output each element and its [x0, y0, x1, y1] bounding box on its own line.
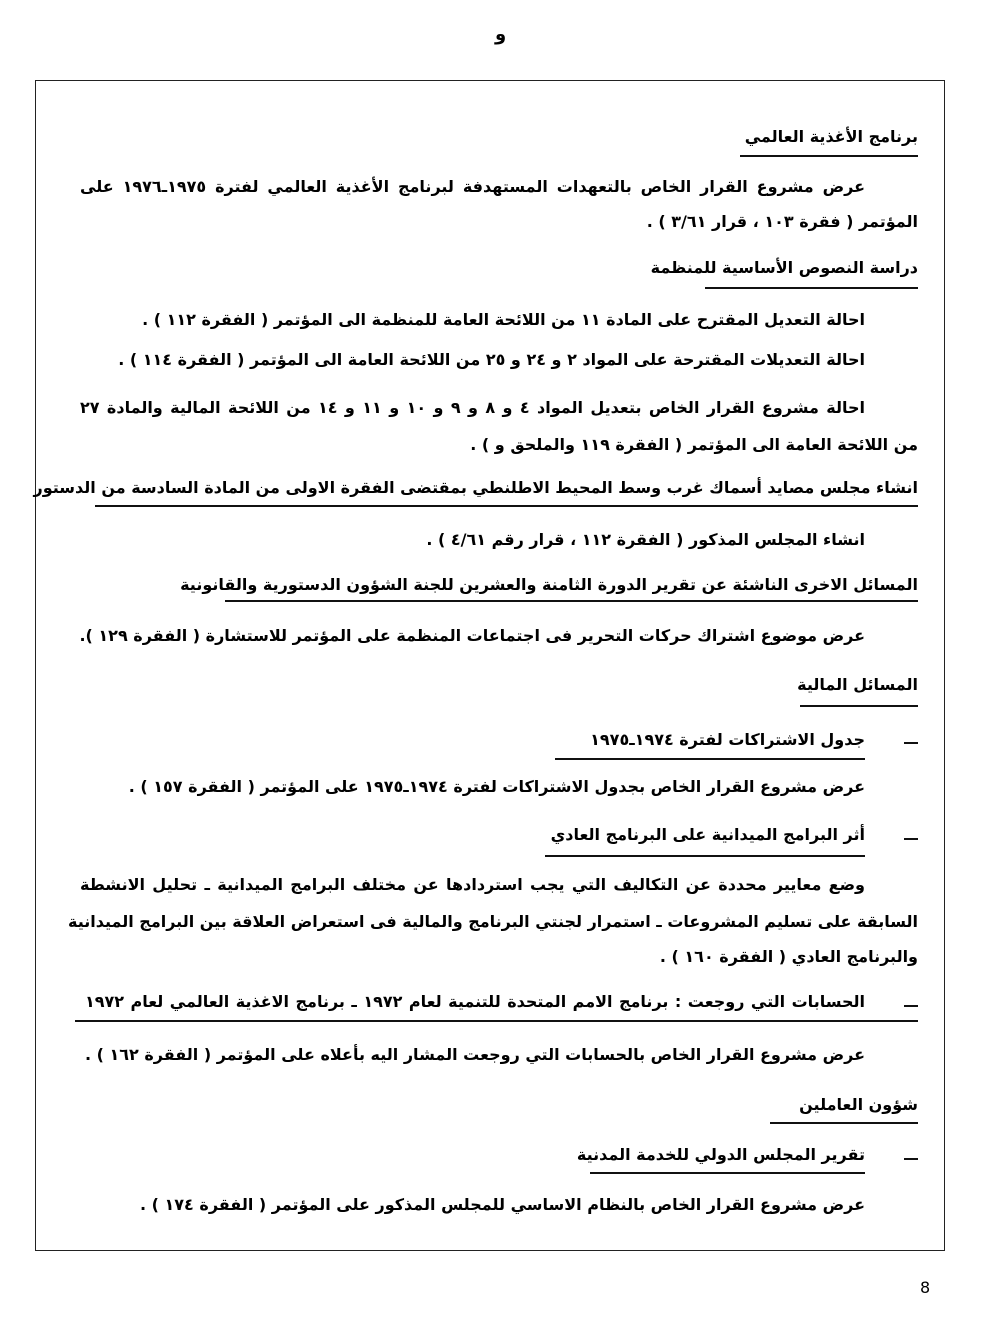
- heading-underline: [740, 155, 918, 157]
- heading-underline: [705, 287, 918, 289]
- paragraph-line: احالة التعديلات المقترحة على المواد ٢ و ٢٤ و ٢٥ من اللائحة العامة الى المؤتمر ( الفقرة ١١٤ ) .: [118, 350, 865, 369]
- paragraph-line: وضع معايير محددة عن التكاليف التي يجب استردادها عن مختلف البرامج الميدانية ـ تحليل الانشطة: [80, 875, 865, 894]
- heading-underline: [800, 705, 918, 707]
- paragraph-line: والبرنامج العادي ( الفقرة ١٦٠ ) .: [659, 947, 918, 966]
- dash-bullet: [904, 742, 918, 744]
- dash-bullet: [904, 1158, 918, 1160]
- subsection-heading: تقرير المجلس الدولي للخدمة المدنية: [576, 1145, 865, 1164]
- heading-underline: [95, 505, 918, 507]
- paragraph-line: عرض مشروع القرار الخاص بالنظام الاساسي للمجلس المذكور على المؤتمر ( الفقرة ١٧٤ ) .: [139, 1195, 865, 1214]
- heading-underline: [225, 600, 918, 602]
- section-heading: انشاء مجلس مصايد أسماك غرب وسط المحيط الاطلنطي بمقتضى الفقرة الاولى من المادة السادسة من الدستور: [33, 478, 918, 497]
- paragraph-line: عرض موضوع اشتراك حركات التحرير فى اجتماعات المنظمة على المؤتمر للاستشارة ( الفقرة ١٢٩ ).: [79, 626, 865, 645]
- paragraph-line: السابقة على تسليم المشروعات ـ استمرار لجنتي البرنامج والمالية فى استعراض العلاقة بين البرامج الميدانية: [68, 912, 918, 931]
- section-heading: المسائل المالية: [797, 675, 918, 694]
- section-heading: المسائل الاخرى الناشئة عن تقرير الدورة الثامنة والعشرين للجنة الشؤون الدستورية والقانونية: [180, 575, 918, 594]
- page-number: 8: [920, 1278, 931, 1297]
- page-marker-top: و: [495, 24, 507, 45]
- heading-underline: [590, 1172, 865, 1174]
- dash-bullet: [904, 1005, 918, 1007]
- paragraph-line: عرض مشروع القرار الخاص بجدول الاشتراكات لفترة ١٩٧٤ـ١٩٧٥ على المؤتمر ( الفقرة ١٥٧ ) .: [128, 777, 865, 796]
- heading-underline: [545, 855, 865, 857]
- paragraph-line: عرض مشروع القرار الخاص بالحسابات التي روجعت المشار اليه بأعلاه على المؤتمر ( الفقرة ١٦٢ ) .: [84, 1045, 865, 1064]
- subsection-heading: أثر البرامج الميدانية على البرنامج العادي: [550, 825, 865, 844]
- paragraph-line: انشاء المجلس المذكور ( الفقرة ١١٢ ، قرار رقم ٤/٦١ ) .: [426, 530, 865, 549]
- dash-bullet: [904, 838, 918, 840]
- paragraph-line: احالة مشروع القرار الخاص بتعديل المواد ٤ و ٨ و ٩ و ١٠ و ١١ و ١٤ من اللائحة المالية والمادة ٢٧: [80, 398, 866, 417]
- subsection-heading: الحسابات التي روجعت : برنامج الامم المتحدة للتنمية لعام ١٩٧٢ ـ برنامج الاغذية العالمي لعام ١٩٧٢: [85, 992, 866, 1011]
- section-heading: برنامج الأغذية العالمي: [744, 127, 918, 146]
- paragraph-line: احالة التعديل المقترح على المادة ١١ من اللائحة العامة للمنظمة الى المؤتمر ( الفقرة ١١٢ ) .: [142, 310, 865, 329]
- paragraph-line: المؤتمر ( فقرة ١٠٣ ، قرار ٣/٦١ ) .: [646, 212, 918, 231]
- heading-underline: [75, 1020, 918, 1022]
- paragraph-line: من اللائحة العامة الى المؤتمر ( الفقرة ١١٩ والملحق و ) .: [470, 435, 918, 454]
- heading-underline: [770, 1122, 918, 1124]
- section-heading: شؤون العاملين: [799, 1095, 918, 1114]
- heading-underline: [555, 758, 865, 760]
- subsection-heading: جدول الاشتراكات لفترة ١٩٧٤ـ١٩٧٥: [590, 730, 865, 749]
- paragraph-line: عرض مشروع القرار الخاص بالتعهدات المستهدفة لبرنامج الأغذية العالمي لفترة ١٩٧٥ـ١٩٧٦ على: [80, 177, 866, 196]
- section-heading: دراسة النصوص الأساسية للمنظمة: [650, 258, 918, 277]
